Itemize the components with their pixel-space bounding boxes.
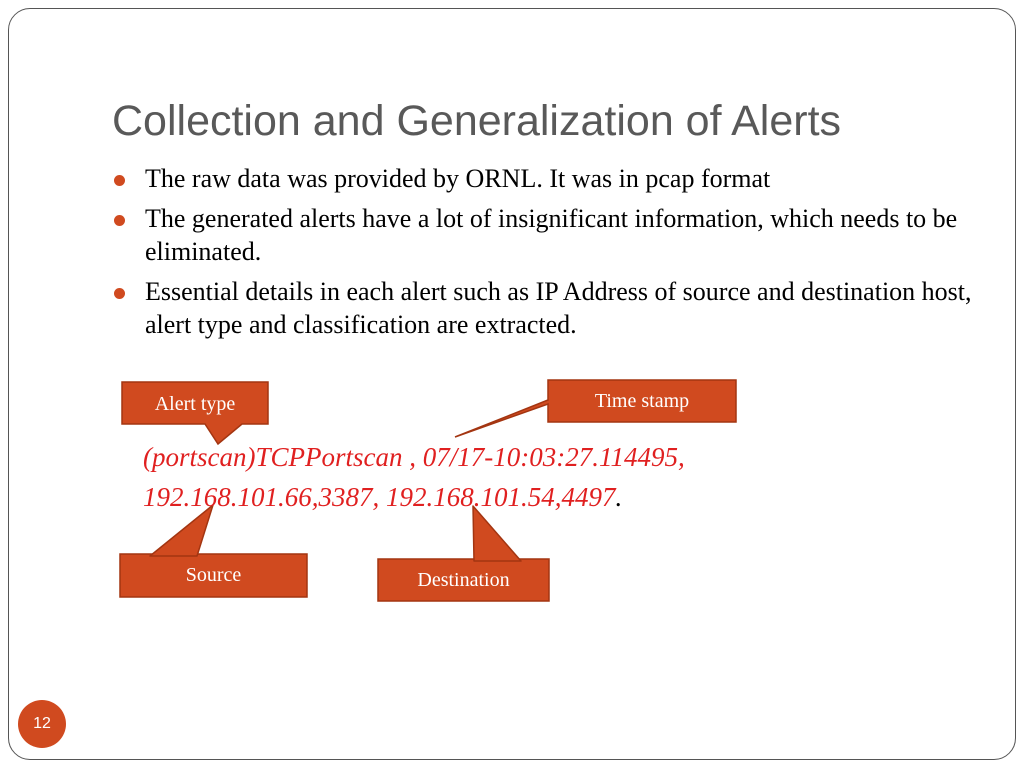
time-stamp-label: Time stamp [594, 390, 690, 412]
alert-type-label: Alert type [154, 393, 236, 415]
destination-callout-pointer [473, 506, 521, 561]
alert-example-text: (portscan)TCPPortscan , 07/17-10:03:27.114495, [143, 442, 685, 472]
bullet-text: The generated alerts have a lot of insignificant information, which needs to be eliminated. [145, 204, 958, 266]
slide-title: Collection and Generalization of Alerts [112, 97, 842, 145]
bullet-text: The raw data was provided by ORNL. It was in pcap format [145, 164, 771, 193]
alert-example-text: 192.168.101.66,3387, 192.168.101.54,4497 [143, 482, 616, 512]
alert-example-line-1 [143, 440, 685, 474]
destination-label: Destination [417, 569, 510, 591]
page-number-badge: 12 [18, 700, 66, 748]
alert-example-line-2 [143, 480, 622, 514]
source-label: Source [185, 564, 242, 586]
bullet-text: Essential details in each alert such as IP Address of source and destination host, alert type and classification are extracted. [145, 277, 972, 339]
alert-example-period: . [615, 482, 623, 512]
